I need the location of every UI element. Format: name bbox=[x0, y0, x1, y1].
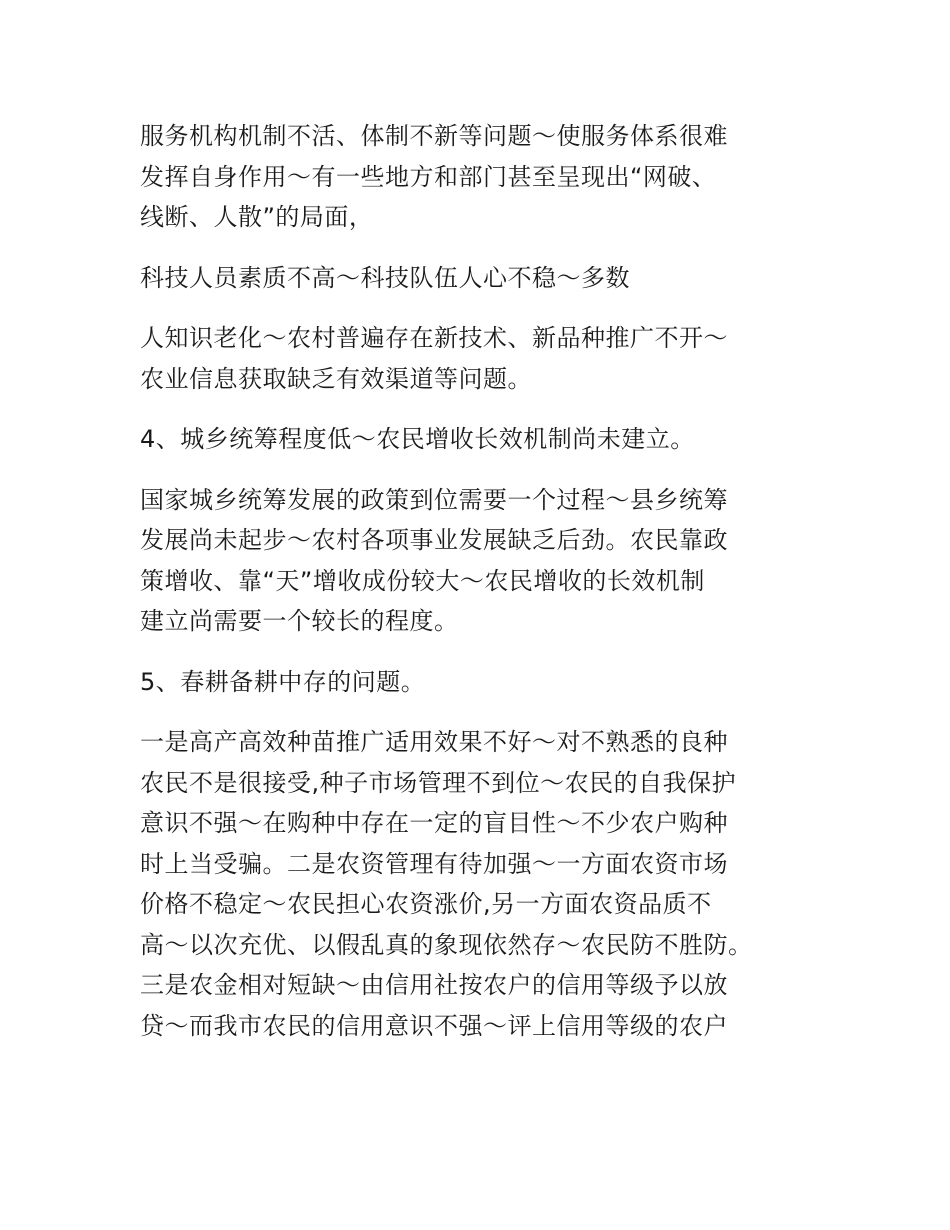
text-line: 建立尚需要一个较长的程度。 bbox=[140, 607, 459, 635]
section-heading-4 bbox=[140, 419, 820, 460]
text-line: 意识不强～在购种中存在一定的盲目性～不少农户购种 bbox=[140, 809, 728, 837]
text-line: 贷～而我市农民的信用意识不强～评上信用等级的农户 bbox=[140, 1011, 728, 1040]
text-line: 三是农金相对短缺～由信用社按农户的信用等级予以放 bbox=[140, 971, 728, 999]
paragraph-urban-rural bbox=[140, 480, 820, 642]
text-line: 发展尚未起步～农村各项事业发展缺乏后劲。农民靠政 bbox=[140, 526, 728, 554]
text-line: 时上当受骗。二是农资管理有待加强～一方面农资市场 bbox=[140, 849, 728, 878]
text-line: 一是高产高效种苗推广适用效果不好～对不熟悉的良种 bbox=[140, 728, 728, 756]
paragraph-knowledge-aging bbox=[140, 318, 820, 399]
text-line: 线断、人散”的局面， bbox=[140, 203, 374, 231]
text-line: 人知识老化～农村普遍存在新技术、新品种推广不开～ bbox=[140, 324, 728, 352]
text-line: 发挥自身作用～有一些地方和部门甚至呈现出“网破、 bbox=[140, 162, 717, 191]
text-line: 服务机构机制不活、体制不新等问题～使服务体系很难 bbox=[140, 122, 728, 150]
text-line: 高～以次充优、以假乱真的象现依然存～农民防不胜防。 bbox=[140, 930, 753, 959]
text-line: 科技人员素质不高～科技队伍人心不稳～多数 bbox=[140, 263, 630, 292]
text-line: 农业信息获取缺乏有效渠道等问题。 bbox=[140, 364, 532, 393]
heading-line: 4、城乡统筹程度低～农民增收长效机制尚未建立。 bbox=[140, 425, 695, 453]
section-heading-5 bbox=[140, 662, 820, 703]
document-page bbox=[140, 116, 820, 1046]
paragraph-spring-ploughing bbox=[140, 722, 820, 1046]
paragraph-tech-staff bbox=[140, 258, 820, 299]
text-line: 价格不稳定～农民担心农资涨价,另一方面农资品质不 bbox=[140, 890, 712, 918]
text-line: 农民不是很接受,种子市场管理不到位～农民的自我保护 bbox=[140, 768, 737, 797]
text-line: 策增收、靠“天”增收成份较大～农民增收的长效机制 bbox=[140, 566, 705, 595]
paragraph-service-system bbox=[140, 116, 820, 238]
text-line: 国家城乡统筹发展的政策到位需要一个过程～县乡统筹 bbox=[140, 485, 728, 514]
heading-line: 5、春耕备耕中存的问题。 bbox=[140, 667, 426, 696]
